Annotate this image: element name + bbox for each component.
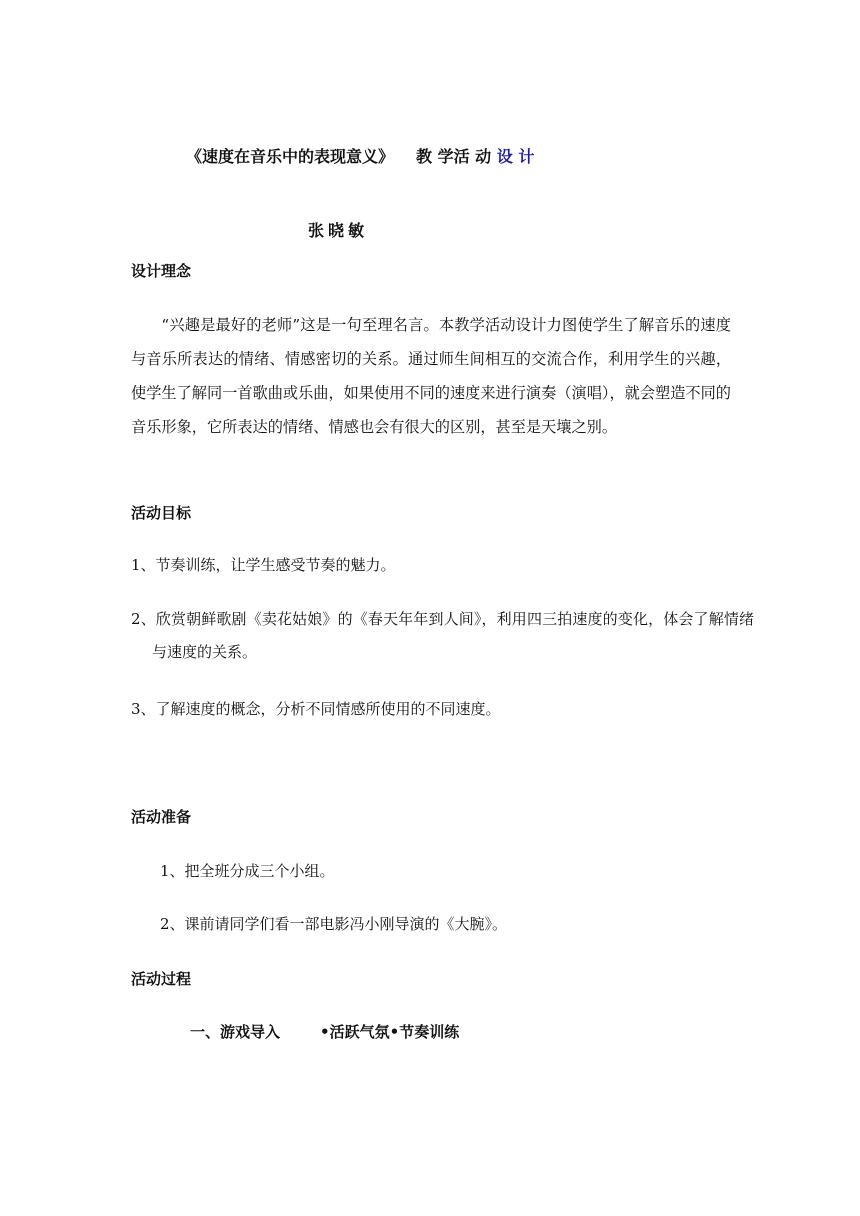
step-1-title: 一、游戏导入 — [190, 1023, 281, 1041]
prep-item-1: 1、把全班分成三个小组。 — [160, 862, 335, 880]
heading-concept: 设计理念 — [131, 262, 192, 280]
step-1-subtitle: •活跃气氛•节奏训练 — [320, 1023, 460, 1041]
heading-preparation: 活动准备 — [131, 808, 192, 826]
concept-paragraph: “兴趣是最好的老师”这是一句至理名言。本教学活动设计力图使学生了解音乐的速度与音乐所表达的情绪、情感密切的关系。通过师生间相互的交流合作，利用学生的兴趣，使学生了解同一首歌曲或乐曲，如果使用不同的速度来进行演奏（演唱），就会塑造不同的音乐形象，它所表达的情绪、情感也会有很大的区别，甚至是天壤之别。 — [131, 316, 731, 436]
goal-item-1: 1、节奏训练，让学生感受节奏的魅力。 — [131, 556, 396, 574]
document-title — [186, 144, 534, 167]
goal-item-2: 2、欣赏朝鲜歌剧《卖花姑娘》的《春天年年到人间》，利用四三拍速度的变化，体会了解情绪与速度的关系。 — [131, 610, 754, 661]
goal-item-3: 3、了解速度的概念，分析不同情感所使用的不同速度。 — [131, 700, 501, 718]
title-part1: 教 学活 动 — [416, 147, 492, 166]
heading-goals: 活动目标 — [131, 504, 192, 522]
title-main: 《速度在音乐中的表现意义》 — [186, 147, 395, 166]
process-step-1 — [190, 1021, 459, 1042]
heading-process: 活动过程 — [131, 970, 192, 988]
author-name: 张晓敏 — [308, 221, 369, 240]
prep-item-2: 2、课前请同学们看一部电影冯小刚导演的《大腕》。 — [160, 915, 508, 933]
title-part2: 设 计 — [496, 147, 535, 166]
